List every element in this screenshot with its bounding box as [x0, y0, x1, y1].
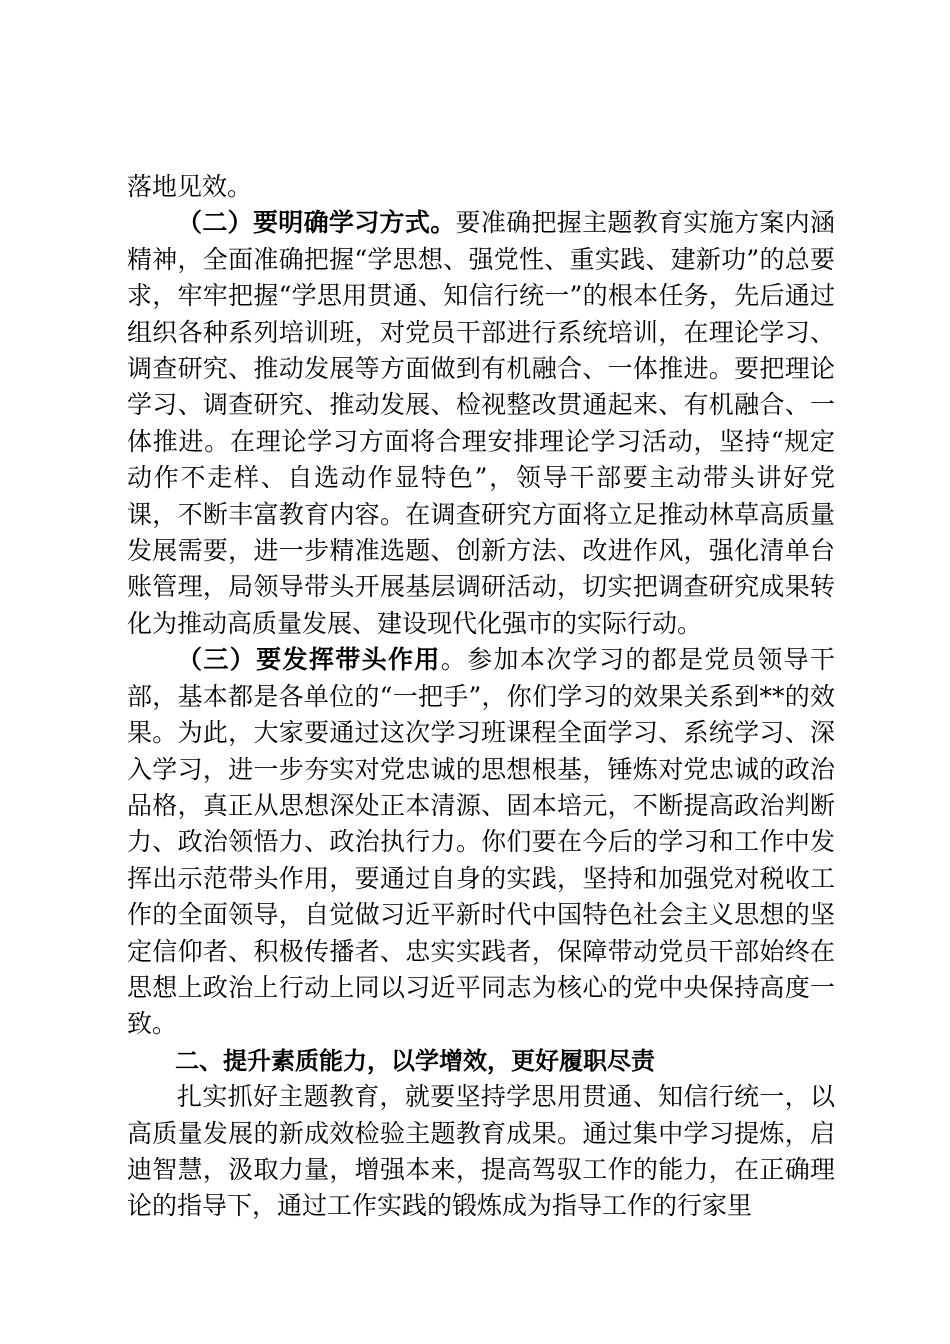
document-body — [127, 169, 835, 1225]
paragraph-study-method — [127, 205, 835, 642]
subheading-study-method: （二）要明确学习方式。 — [177, 208, 456, 238]
paragraph-text: 扎实抓好主题教育，就要坚持学思用贯通、知信行统一，以高质量发展的新成效检验主题教育成果。通过集中学习提炼，启迪智慧，汲取力量，增强本来，提高驾驭工作的能力，在正确理论的指导下，通过工作实践的锻炼成为指导工作的行家里 — [127, 1082, 835, 1221]
paragraph-continuation — [127, 169, 835, 205]
paragraph-final — [127, 1079, 835, 1225]
subheading-leading-role: （三）要发挥带头作用 — [177, 645, 441, 675]
paragraph-text: 要准确把握主题教育实施方案内涵精神，全面准确把握“学思想、强党性、重实践、建新功”的总要求，牢牢把握“学思用贯通、知信行统一”的根本任务，先后通过组织各种系列培训班，对党员干部进行系统培训，在理论学习、调查研究、推动发展等方面做到有机融合、一体推进。要把理论学习、调查研究、推动发展、检视整改贯通起来、有机融合、一体推进。在理论学习方面将合理安排理论学习活动，坚持“规定动作不走样、自选动作显特色”，领导干部要主动带头讲好党课，不断丰富教育内容。在调查研究方面将立足推动林草高质量发展需要，进一步精准选题、创新方法、改进作风，强化清单台账管理，局领导带头开展基层调研活动，切实把调查研究成果转化为推动高质量发展、建设现代化强市的实际行动。 — [127, 208, 835, 638]
paragraph-leading-role — [127, 642, 835, 1042]
paragraph-text: 。参加本次学习的都是党员领导干部，基本都是各单位的“一把手”，你们学习的效果关系到**的效果。为此，大家要通过这次学习班课程全面学习、系统学习、深入学习，进一步夯实对党忠诚的思想根基，锤炼对党忠诚的政治品格，真正从思想深处正本清源、固本培元，不断提高政治判断力、政治领悟力、政治执行力。你们要在今后的学习和工作中发挥出示范带头作用，要通过自身的实践，坚持和加强党对税收工作的全面领导，自觉做习近平新时代中国特色社会主义思想的坚定信仰者、积极传播者、忠实实践者，保障带动党员干部始终在思想上政治上行动上同以习近平同志为核心的党中央保持高度一致。 — [127, 645, 835, 1039]
paragraph-text: 落地见效。 — [127, 172, 253, 201]
section-heading-two: 二、提升素质能力，以学增效，更好履职尽责 — [175, 1046, 655, 1075]
